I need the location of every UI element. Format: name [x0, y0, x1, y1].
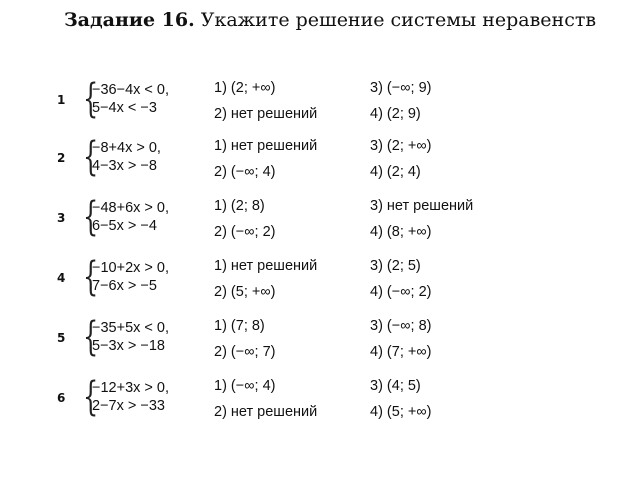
- answer-option-3[interactable]: 3) (2; 5): [370, 258, 421, 274]
- answer-option-4[interactable]: 4) (−∞; 2): [370, 284, 432, 300]
- inequality-2: 6−5x > −4: [92, 218, 157, 234]
- answer-option-1[interactable]: 1) нет решений: [214, 258, 318, 274]
- inequality-2: 5−4x < −3: [92, 100, 157, 116]
- answer-option-2[interactable]: 2) нет решений: [214, 106, 318, 122]
- answer-option-1[interactable]: 1) (2; +∞): [214, 80, 276, 96]
- task-text: Укажите решение системы неравенств: [200, 9, 597, 31]
- answer-option-2[interactable]: 2) нет решений: [214, 404, 318, 420]
- answer-option-2[interactable]: 2) (−∞; 7): [214, 344, 276, 360]
- problem-1: [0, 76, 640, 140]
- problem-number: 2: [57, 151, 66, 165]
- system-brace-icon: {: [83, 194, 99, 240]
- answer-option-4[interactable]: 4) (5; +∞): [370, 404, 432, 420]
- answer-option-3[interactable]: 3) нет решений: [370, 198, 474, 214]
- answer-option-1[interactable]: 1) (2; 8): [214, 198, 265, 214]
- system-brace-icon: {: [83, 314, 99, 360]
- inequality-1: −12+3x > 0,: [92, 380, 169, 396]
- problem-3: [0, 194, 640, 258]
- answer-option-3[interactable]: 3) (4; 5): [370, 378, 421, 394]
- problem-number: 3: [57, 211, 66, 225]
- answer-option-4[interactable]: 4) (7; +∞): [370, 344, 432, 360]
- answer-option-4[interactable]: 4) (2; 4): [370, 164, 421, 180]
- inequality-1: −48+6x > 0,: [92, 200, 169, 216]
- problem-2: [0, 134, 640, 198]
- inequality-2: 7−6x > −5: [92, 278, 157, 294]
- answer-option-1[interactable]: 1) (−∞; 4): [214, 378, 276, 394]
- inequality-2: 4−3x > −8: [92, 158, 157, 174]
- inequality-2: 2−7x > −33: [92, 398, 165, 414]
- system-brace-icon: {: [83, 374, 99, 420]
- problem-number: 4: [57, 271, 66, 285]
- answer-option-3[interactable]: 3) (−∞; 8): [370, 318, 432, 334]
- answer-option-2[interactable]: 2) (−∞; 2): [214, 224, 276, 240]
- system-brace-icon: {: [83, 76, 99, 122]
- task-label: Задание 16.: [63, 9, 195, 31]
- problem-number: 6: [57, 391, 66, 405]
- problem-5: [0, 314, 640, 378]
- answer-option-2[interactable]: 2) (5; +∞): [214, 284, 276, 300]
- problem-4: [0, 254, 640, 318]
- answer-option-3[interactable]: 3) (2; +∞): [370, 138, 432, 154]
- system-brace-icon: {: [83, 254, 99, 300]
- inequality-2: 5−3x > −18: [92, 338, 165, 354]
- system-brace-icon: {: [83, 134, 99, 180]
- inequality-1: −10+2x > 0,: [92, 260, 169, 276]
- answer-option-3[interactable]: 3) (−∞; 9): [370, 80, 432, 96]
- answer-option-1[interactable]: 1) нет решений: [214, 138, 318, 154]
- answer-option-4[interactable]: 4) (2; 9): [370, 106, 421, 122]
- answer-option-4[interactable]: 4) (8; +∞): [370, 224, 432, 240]
- inequality-1: −35+5x < 0,: [92, 320, 169, 336]
- answer-option-2[interactable]: 2) (−∞; 4): [214, 164, 276, 180]
- inequality-1: −8+4x > 0,: [92, 140, 161, 156]
- problem-6: [0, 374, 640, 438]
- answer-option-1[interactable]: 1) (7; 8): [214, 318, 265, 334]
- problem-number: 5: [57, 331, 66, 345]
- task-title: [60, 8, 600, 32]
- problem-number: 1: [57, 93, 66, 107]
- inequality-1: −36−4x < 0,: [92, 82, 169, 98]
